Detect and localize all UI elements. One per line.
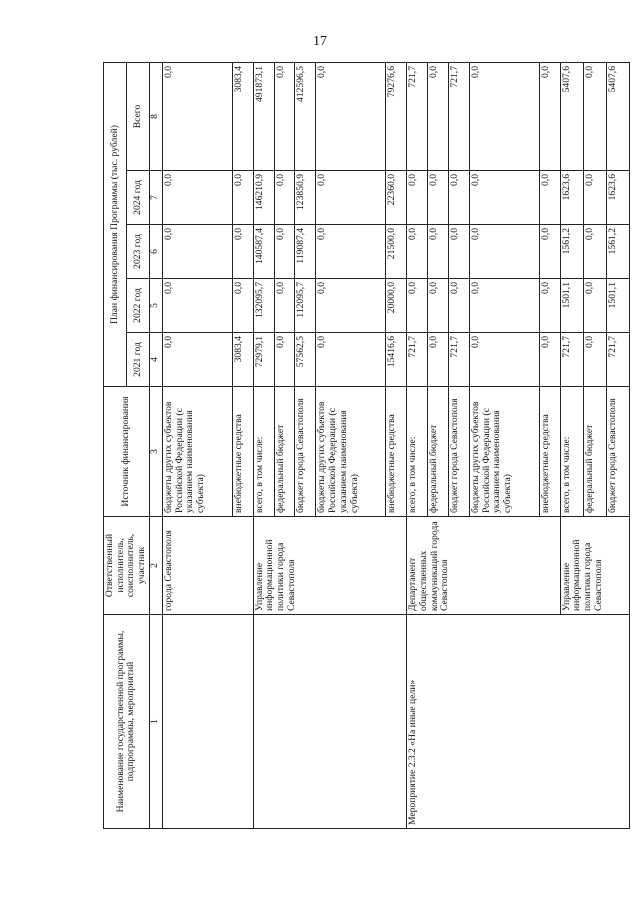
source-cell: федеральный бюджет — [583, 387, 606, 517]
column-index: 7 — [149, 171, 162, 225]
header-year-2022: 2022 год — [126, 279, 149, 333]
header-source: Источник финансирования — [104, 387, 150, 517]
value-2022: 0,0 — [162, 279, 232, 333]
value-2022: 0,0 — [232, 279, 253, 333]
value-2022: 0,0 — [428, 279, 449, 333]
source-cell: всего, в том числе: — [560, 387, 583, 517]
value-2021: 0,0 — [539, 333, 560, 387]
value-2024: 0,0 — [539, 171, 560, 225]
value-2024: 0,0 — [583, 171, 606, 225]
value-2024: 0,0 — [162, 171, 232, 225]
value-2022: 0,0 — [539, 279, 560, 333]
column-index: 1 — [149, 615, 162, 829]
value-2021: 721,7 — [560, 333, 583, 387]
value-2023: 0,0 — [428, 225, 449, 279]
value-2024: 0,0 — [428, 171, 449, 225]
value-total: 491873,1 — [253, 63, 274, 171]
value-total: 0,0 — [539, 63, 560, 171]
value-total: 721,7 — [448, 63, 469, 171]
value-2021: 15416,6 — [386, 333, 407, 387]
value-2024: 146210,9 — [253, 171, 274, 225]
value-2021: 0,0 — [428, 333, 449, 387]
value-2022: 0,0 — [316, 279, 386, 333]
executor-cell: Управление информационной политики города Севастополя — [560, 517, 630, 615]
table-rotated-content — [103, 63, 619, 829]
source-cell: бюджет города Севастополя — [448, 387, 469, 517]
source-cell: внебюджетные средства — [539, 387, 560, 517]
source-cell: всего, в том числе: — [407, 387, 428, 517]
table-rotation-frame — [103, 63, 619, 829]
executor-cell: Управление информационной политики города Севастополя — [253, 517, 406, 615]
program-cell — [162, 615, 253, 829]
source-cell: бюджеты других субъектов Российской Федерации (с указанием наименования субъекта) — [469, 387, 539, 517]
value-2024: 0,0 — [316, 171, 386, 225]
value-2021: 0,0 — [162, 333, 232, 387]
value-2023: 0,0 — [274, 225, 295, 279]
column-index: 6 — [149, 225, 162, 279]
header-total: Всего — [126, 63, 149, 171]
header-row-1 — [104, 63, 127, 829]
value-2024: 0,0 — [469, 171, 539, 225]
column-index: 2 — [149, 517, 162, 615]
value-2021: 0,0 — [274, 333, 295, 387]
source-cell: бюджеты других субъектов Российской Федерации (с указанием наименования субъекта) — [162, 387, 232, 517]
value-total: 5407,6 — [560, 63, 583, 171]
value-2021: 0,0 — [316, 333, 386, 387]
value-2022: 0,0 — [274, 279, 295, 333]
value-2023: 0,0 — [469, 225, 539, 279]
program-cell — [253, 615, 406, 829]
value-2021: 57562,5 — [295, 333, 316, 387]
value-2021: 0,0 — [469, 333, 539, 387]
column-index: 8 — [149, 63, 162, 171]
value-2022: 1501,1 — [607, 279, 630, 333]
value-total: 0,0 — [274, 63, 295, 171]
value-2023: 0,0 — [539, 225, 560, 279]
value-total: 3083,4 — [232, 63, 253, 171]
source-cell: всего, в том числе: — [253, 387, 274, 517]
value-2023: 0,0 — [316, 225, 386, 279]
value-2021: 0,0 — [583, 333, 606, 387]
value-2022: 1501,1 — [560, 279, 583, 333]
value-2023: 21500,0 — [386, 225, 407, 279]
executor-cell: Департамент общественных коммуникаций города Севастополя — [407, 517, 560, 615]
program-cell: Мероприятие 2.3.2 «На иные цели» — [407, 615, 630, 829]
value-total: 79276,6 — [386, 63, 407, 171]
source-cell: федеральный бюджет — [274, 387, 295, 517]
column-index: 4 — [149, 333, 162, 387]
value-2023: 140587,4 — [253, 225, 274, 279]
header-executor: Ответственный исполнитель, соисполнитель, участник — [104, 517, 150, 615]
value-2023: 0,0 — [583, 225, 606, 279]
value-total: 0,0 — [316, 63, 386, 171]
value-2021: 721,7 — [407, 333, 428, 387]
value-2024: 1623,6 — [560, 171, 583, 225]
value-2021: 72979,1 — [253, 333, 274, 387]
value-2024: 1623,6 — [607, 171, 630, 225]
value-2023: 0,0 — [232, 225, 253, 279]
value-2024: 0,0 — [448, 171, 469, 225]
value-2022: 0,0 — [448, 279, 469, 333]
executor-cell: города Севастополя — [162, 517, 253, 615]
value-2021: 3083,4 — [232, 333, 253, 387]
column-index: 5 — [149, 279, 162, 333]
value-2024: 0,0 — [274, 171, 295, 225]
header-year-2023: 2023 год — [126, 225, 149, 279]
column-index-row — [149, 63, 162, 829]
value-total: 5407,6 — [607, 63, 630, 171]
value-total: 0,0 — [583, 63, 606, 171]
value-total: 0,0 — [469, 63, 539, 171]
header-year-2024: 2024 год — [126, 171, 149, 225]
header-plan: План финансирования Программы (тыс. рублей) — [104, 63, 127, 387]
source-cell: бюджеты других субъектов Российской Федерации (с указанием наименования субъекта) — [316, 387, 386, 517]
value-2021: 721,7 — [607, 333, 630, 387]
source-cell: бюджет города Севастополя — [295, 387, 316, 517]
source-cell: внебюджетные средства — [232, 387, 253, 517]
table-row — [253, 63, 274, 829]
value-2023: 1561,2 — [607, 225, 630, 279]
page-number: 17 — [313, 34, 327, 49]
value-2023: 0,0 — [448, 225, 469, 279]
source-cell: федеральный бюджет — [428, 387, 449, 517]
table-row — [407, 63, 428, 829]
value-2022: 0,0 — [407, 279, 428, 333]
value-2023: 0,0 — [407, 225, 428, 279]
column-index: 3 — [149, 387, 162, 517]
header-program: Наименование государственной программы, подпрограммы, мероприятий — [104, 615, 150, 829]
value-total: 0,0 — [428, 63, 449, 171]
value-2023: 1561,2 — [560, 225, 583, 279]
header-year-2021: 2021 год — [126, 333, 149, 387]
source-cell: бюджет города Севастополя — [607, 387, 630, 517]
table-row — [162, 63, 232, 829]
value-2022: 132095,7 — [253, 279, 274, 333]
value-2024: 123850,9 — [295, 171, 316, 225]
source-cell: внебюджетные средства — [386, 387, 407, 517]
value-2024: 0,0 — [407, 171, 428, 225]
value-2023: 119087,4 — [295, 225, 316, 279]
value-2023: 0,0 — [162, 225, 232, 279]
value-2022: 112095,7 — [295, 279, 316, 333]
value-2024: 0,0 — [232, 171, 253, 225]
value-total: 412596,5 — [295, 63, 316, 171]
value-total: 0,0 — [162, 63, 232, 171]
financing-table — [103, 62, 630, 829]
value-2024: 22360,0 — [386, 171, 407, 225]
value-2022: 20000,0 — [386, 279, 407, 333]
value-2022: 0,0 — [469, 279, 539, 333]
value-total: 721,7 — [407, 63, 428, 171]
value-2021: 721,7 — [448, 333, 469, 387]
value-2022: 0,0 — [583, 279, 606, 333]
